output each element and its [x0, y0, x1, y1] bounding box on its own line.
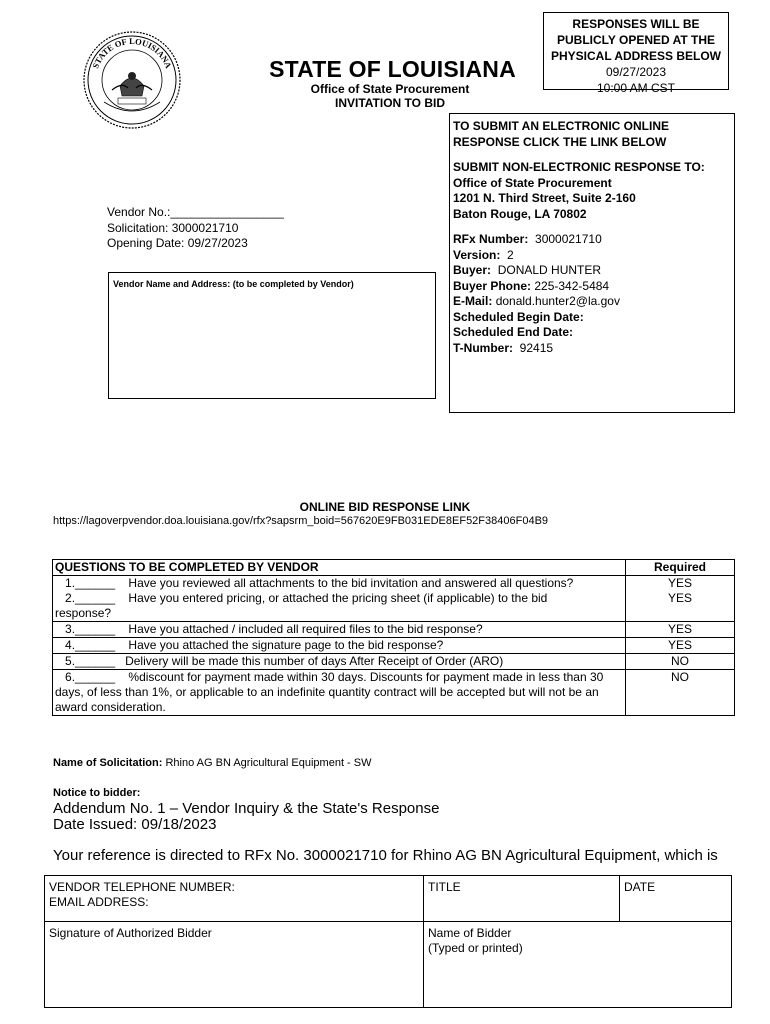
date-issued: Date Issued: 09/18/2023: [53, 816, 217, 833]
question-row-5: [53, 654, 735, 670]
question-row-1: [53, 576, 735, 592]
date-cell[interactable]: [620, 876, 732, 922]
email-label: E-Mail:: [453, 294, 493, 308]
bidder-name-sublabel: (Typed or printed): [428, 941, 523, 955]
question-number[interactable]: 1.______: [65, 576, 116, 590]
office-subtitle: [270, 82, 510, 110]
signature-cell[interactable]: [45, 922, 424, 1008]
rfx-number-row: [453, 232, 731, 248]
vendor-name-address-box[interactable]: [108, 272, 436, 399]
rfx-number-label: RFx Number:: [453, 232, 529, 246]
vendor-name-address-label: Vendor Name and Address: (to be completed by Vendor): [113, 279, 354, 289]
office-name: Office of State Procurement: [310, 82, 470, 96]
questions-header: QUESTIONS TO BE COMPLETED BY VENDOR: [53, 560, 626, 576]
opening-date: 09/27/2023: [605, 65, 667, 79]
scheduled-begin-date-label: Scheduled Begin Date:: [453, 309, 584, 324]
question-text: %discount for payment made within 30 days. Discounts for payment made in less than 30: [128, 670, 604, 684]
question-number[interactable]: 6.______: [65, 670, 116, 684]
bidder-name-cell[interactable]: [424, 922, 732, 1008]
question-required: YES: [626, 591, 735, 622]
title-label: TITLE: [428, 880, 461, 894]
question-required: NO: [626, 654, 735, 670]
contact-row: [45, 876, 732, 922]
question-required: YES: [626, 576, 735, 592]
addendum-title: Addendum No. 1 – Vendor Inquiry & the State's Response: [53, 800, 440, 817]
title-cell[interactable]: [424, 876, 620, 922]
signature-label: Signature of Authorized Bidder: [49, 926, 212, 940]
address-line-1: Office of State Procurement: [453, 175, 612, 190]
opening-time: 10:00 AM CST: [596, 81, 676, 95]
responses-line-1: RESPONSES WILL BE: [572, 17, 700, 31]
signature-row: [45, 922, 732, 1008]
t-number-label: T-Number:: [453, 340, 513, 355]
solicitation-name-label: Name of Solicitation:: [53, 757, 163, 769]
vendor-number: Vendor No.:_________________: [107, 205, 284, 219]
state-seal-logo: [82, 30, 182, 130]
version-value: 2: [507, 247, 514, 262]
question-row-4: [53, 638, 735, 654]
buyer-row: [453, 263, 731, 279]
table-header-row: [53, 560, 735, 576]
question-text: Delivery will be made this number of days After Receipt of Order (ARO): [125, 654, 504, 668]
question-required: YES: [626, 622, 735, 638]
online-bid-link-heading: ONLINE BID RESPONSE LINK: [299, 500, 471, 514]
vendor-questions-table: [52, 559, 735, 716]
date-label: DATE: [624, 880, 656, 894]
address-line-2: 1201 N. Third Street, Suite 2-160: [453, 191, 636, 205]
question-text: Have you entered pricing, or attached the pricing sheet (if applicable) to the bid: [128, 591, 548, 605]
responses-line-3: PHYSICAL ADDRESS BELOW: [550, 49, 721, 63]
notice-label: Notice to bidder:: [53, 787, 141, 799]
question-text: Have you attached / included all required files to the bid response?: [128, 622, 483, 636]
question-row-3: [53, 622, 735, 638]
svg-text:STATE OF LOUISIANA: [90, 36, 174, 71]
question-text-continued: days, of less than 1%, or applicable to an indefinite quantity contract will be accepted but will not be an: [55, 685, 599, 699]
version-row: [453, 248, 731, 264]
responses-opening-box: [543, 12, 729, 95]
bidder-name-label: Name of Bidder: [428, 926, 512, 940]
email-address-label: EMAIL ADDRESS:: [49, 895, 149, 909]
question-number[interactable]: 2.______: [65, 591, 116, 605]
vendor-info: [107, 205, 284, 252]
electronic-line-2: RESPONSE CLICK THE LINK BELOW: [453, 134, 667, 149]
question-text: Have you attached the signature page to the bid response?: [128, 638, 444, 652]
buyer-phone-row: [453, 279, 731, 295]
buyer-phone-value: 225-342-5484: [534, 278, 610, 293]
question-number[interactable]: 3.______: [65, 622, 116, 636]
vendor-telephone-label: VENDOR TELEPHONE NUMBER:: [49, 880, 235, 894]
online-bid-link[interactable]: https://lagoverpvendor.doa.louisiana.gov/rfx?sapsrm_boid=567620E9FB031EDE8EF52F38406F04B9: [53, 515, 549, 527]
signature-table: [44, 875, 732, 1008]
document-title: STATE OF LOUISIANA: [269, 56, 516, 82]
addendum-info: [53, 801, 439, 833]
email-row: [453, 294, 731, 310]
solicitation-name: [53, 757, 372, 769]
rfx-number-value: 3000021710: [535, 232, 602, 246]
question-text-continued-2: award consideration.: [55, 700, 166, 714]
non-electronic-heading: SUBMIT NON-ELECTRONIC RESPONSE TO:: [453, 160, 705, 174]
question-number[interactable]: 4.______: [65, 638, 116, 652]
buyer-value: DONALD HUNTER: [497, 263, 602, 277]
solicitation-number: Solicitation: 3000021710: [107, 220, 239, 235]
scheduled-end-date-label: Scheduled End Date:: [453, 325, 574, 339]
question-text: Have you reviewed all attachments to the bid invitation and answered all questions?: [128, 576, 574, 590]
solicitation-name-value: Rhino AG BN Agricultural Equipment - SW: [165, 757, 372, 769]
responses-line-2: PUBLICLY OPENED AT THE: [556, 33, 716, 47]
question-text-continued: response?: [55, 606, 112, 620]
address-line-3: Baton Rouge, LA 70802: [453, 206, 587, 221]
buyer-phone-label: Buyer Phone:: [453, 278, 532, 293]
question-required: YES: [626, 638, 735, 654]
vendor-contact-cell[interactable]: [45, 876, 424, 922]
document-type: INVITATION TO BID: [335, 96, 445, 110]
email-value: donald.hunter2@la.gov: [495, 294, 620, 308]
question-number[interactable]: 5.______: [65, 654, 116, 668]
t-number-row: [453, 341, 731, 357]
question-required: NO: [626, 670, 735, 716]
t-number-value: 92415: [519, 340, 554, 355]
electronic-line-1: TO SUBMIT AN ELECTRONIC ONLINE: [453, 119, 669, 133]
submission-info-box: [449, 113, 735, 413]
buyer-label: Buyer:: [453, 263, 492, 277]
seal-text: STATE OF LOUISIANA: [90, 35, 174, 70]
version-label: Version:: [453, 247, 501, 262]
required-header: Required: [626, 560, 735, 576]
reference-text: Your reference is directed to RFx No. 3000021710 for Rhino AG BN Agricultural Equipment, which is: [53, 847, 718, 864]
question-row-2: [53, 591, 735, 622]
opening-date-line: Opening Date: 09/27/2023: [107, 236, 248, 250]
question-row-6: [53, 670, 735, 716]
